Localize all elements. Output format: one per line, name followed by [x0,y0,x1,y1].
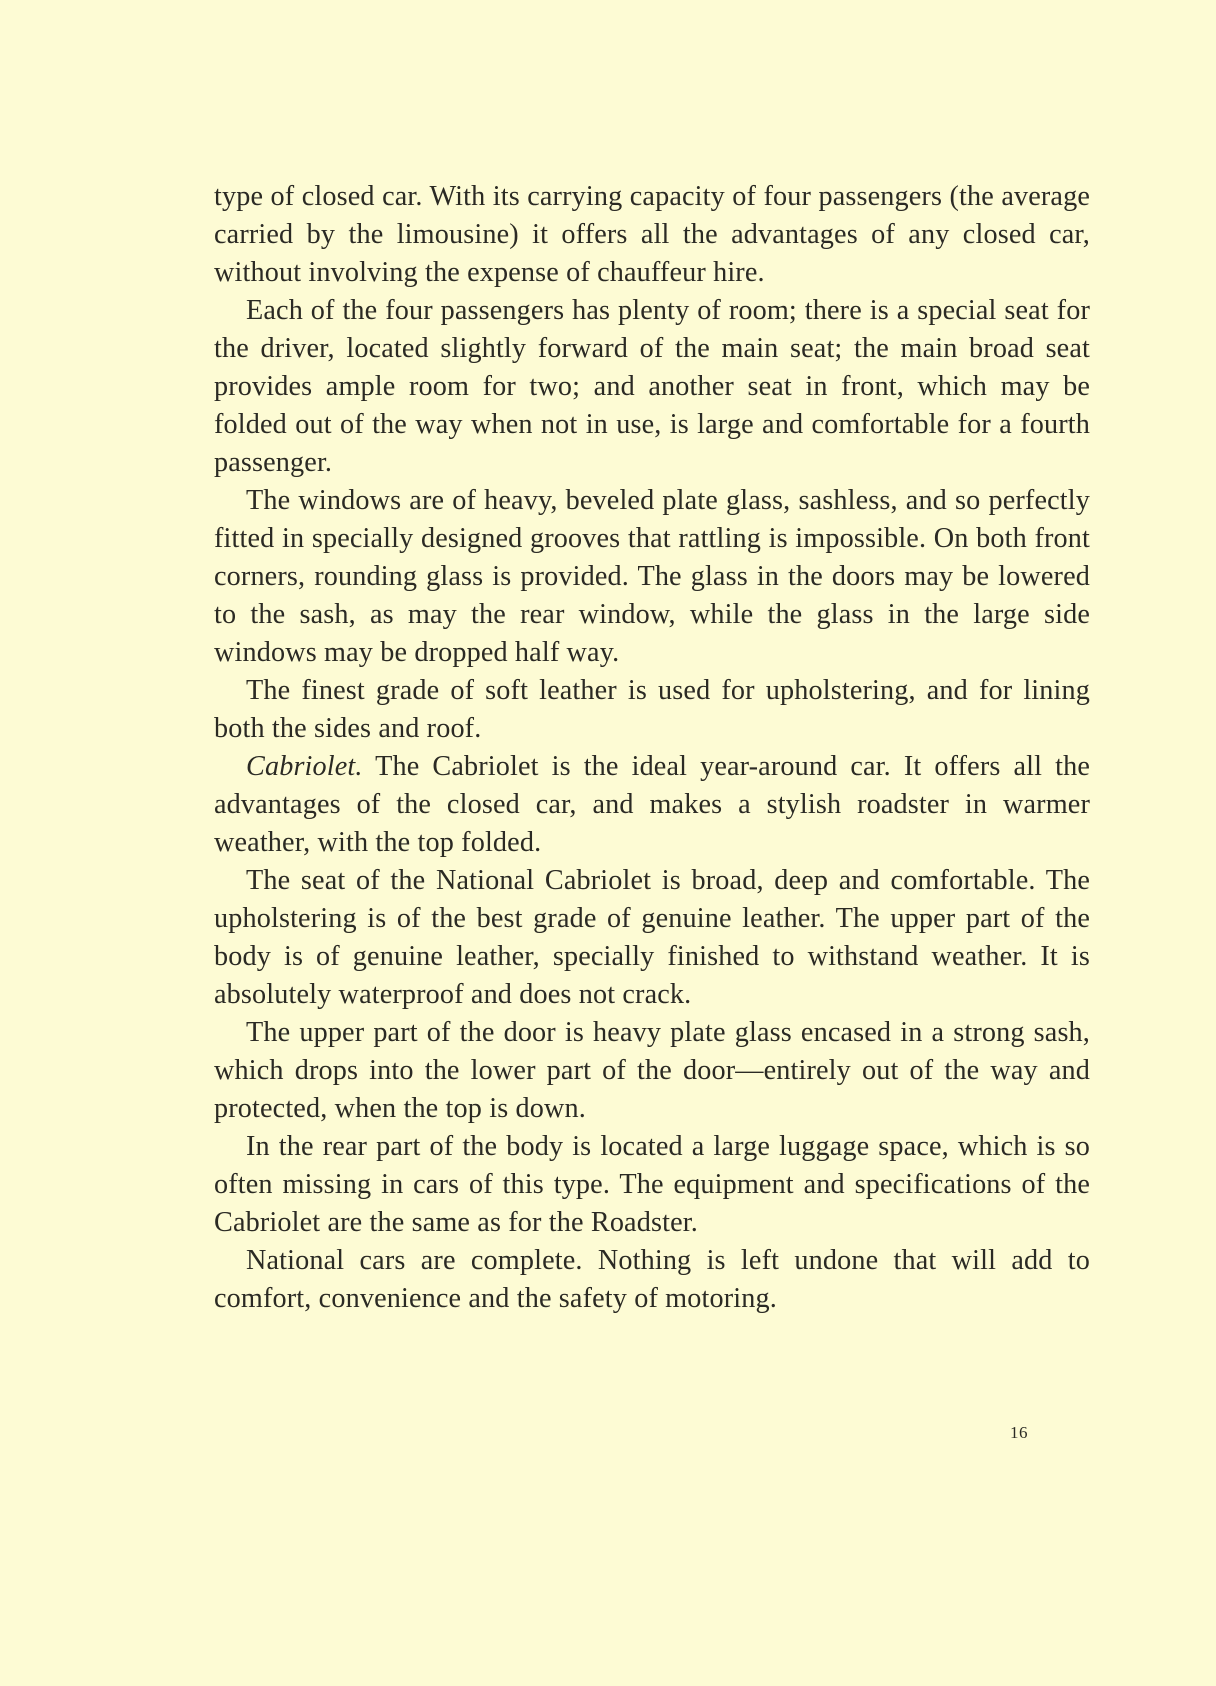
paragraph-3 [214,482,1090,672]
paragraph-8 [214,1128,1090,1242]
paragraph-6-text: The seat of the National Cabriolet is broad, deep and comfortable. The upholstering is of the best grade of genuine leather. The upper part of the body is of genuine leather, specially finished to withstand weather. It is absolutely waterproof and does not crack. [214,865,1090,1010]
body-text [214,178,1090,1318]
paragraph-7-text: The upper part of the door is heavy plate glass encased in a strong sash, which drops into the lower part of the door—entirely out of the way and protected, when the top is down. [214,1017,1090,1124]
paragraph-4 [214,672,1090,748]
paragraph-8-text: In the rear part of the body is located a large luggage space, which is so often missing in cars of this type. The equipment and specifications of the Cabriolet are the same as for the Roadster. [214,1131,1090,1238]
paragraph-9-text: National cars are complete. Nothing is left undone that will add to comfort, convenience and the safety of motoring. [214,1245,1090,1314]
paragraph-5-text: The Cabriolet is the ideal year-around car. It offers all the advantages of the closed car, and makes a stylish roadster in warmer weather, with the top folded. [214,751,1090,858]
paragraph-1-text: type of closed car. With its carrying capacity of four passengers (the average carried by the limousine) it offers all the advantages of any closed car, without involving the expense of chauffeur hire. [214,181,1090,288]
paragraph-7 [214,1014,1090,1128]
paragraph-2 [214,292,1090,482]
page-number: 16 [1010,1423,1028,1442]
paragraph-5 [214,748,1090,862]
paragraph-6 [214,862,1090,1014]
cabriolet-heading: Cabriolet. [246,751,363,782]
paragraph-3-text: The windows are of heavy, beveled plate glass, sashless, and so perfectly fitted in specially designed grooves that rattling is impossible. On both front corners, rounding glass is provided. The glass in the doors may be lowered to the sash, as may the rear window, while the glass in the large side windows may be dropped half way. [214,485,1090,668]
paragraph-2-text: Each of the four passengers has plenty of room; there is a special seat for the driver, located slightly forward of the main seat; the main broad seat provides ample room for two; and another seat in front, which may be folded out of the way when not in use, is large and comfortable for a fourth passenger. [214,295,1090,478]
paragraph-1 [214,178,1090,292]
paragraph-9 [214,1242,1090,1318]
paragraph-4-text: The finest grade of soft leather is used for upholstering, and for lining both the sides and roof. [214,675,1090,744]
